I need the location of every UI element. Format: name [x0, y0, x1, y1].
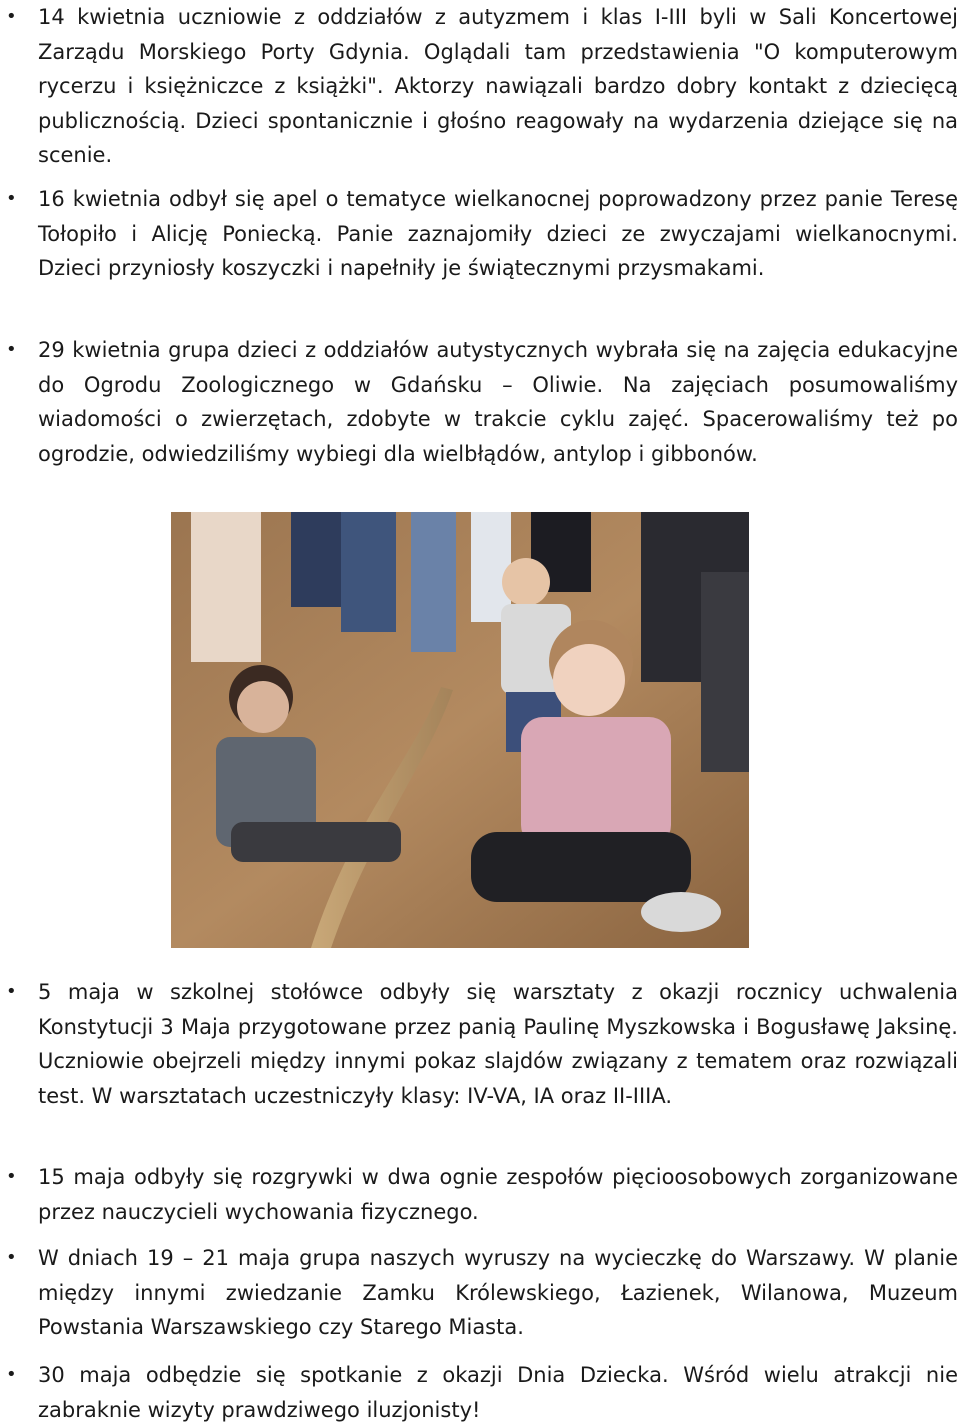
paragraph-text: 15 maja odbyły się rozgrywki w dwa ognie zespołów pięcioosobowych zorganizowane przez nauczycieli wychowania fizycznego. — [38, 1165, 958, 1224]
event-photo — [171, 512, 749, 948]
bullet: • — [6, 1364, 17, 1385]
bullet: • — [6, 188, 17, 209]
paragraph-text: 16 kwietnia odbył się apel o tematyce wielkanocnej poprowadzony przez panie Teresę Tołopiło i Alicję Poniecką. Panie zaznajomiły dzieci ze zwyczajami wielkanocnymi. Dzieci przyniosły koszyczki i napełniły je świątecznymi przysmakami. — [38, 187, 958, 280]
bullet: • — [6, 6, 17, 27]
paragraph-text: 29 kwietnia grupa dzieci z oddziałów autystycznych wybrała się na zajęcia edukacyjne do Ogrodu Zoologicznego w Gdańsku – Oliwie. Na zajęciach posumowaliśmy wiadomości o zwierzętach, zdobyte w trakcie cyklu zajęć. Spacerowaliśmy też po ogrodzie, odwiedziliśmy wybiegi dla wielbłądów, antylop i gibbonów. — [38, 338, 958, 466]
paragraph-text: 30 maja odbędzie się spotkanie z okazji Dnia Dziecka. Wśród wielu atrakcji nie zabraknie wizyty prawdziwego iluzjonisty! — [38, 1363, 958, 1422]
bullet: • — [6, 1247, 17, 1268]
bullet: • — [6, 981, 17, 1002]
paragraph-text: 5 maja w szkolnej stołówce odbyły się warsztaty z okazji rocznicy uchwalenia Konstytucji 3 Maja przygotowane przez panią Paulinę Myszkowska i Bogusławę Jaksinę. Uczniowie obejrzeli między innymi pokaz slajdów związany z tematem oraz rozwiązali test. W warsztatach uczestniczyły klasy: IV-VA, IA oraz II-IIIA. — [38, 980, 958, 1108]
paragraph-text: 14 kwietnia uczniowie z oddziałów z autyzmem i klas I-III byli w Sali Koncertowej Zarządu Morskiego Porty Gdynia. Oglądali tam przedstawienia "O komputerowym rycerzu i księżniczce z książki". Aktorzy nawiązali bardzo dobry kontakt z dziecięcą publicznością. Dzieci spontanicznie i głośno reagowały na wydarzenia dziejące się na scenie. — [38, 5, 958, 167]
paragraph-text: W dniach 19 – 21 maja grupa naszych wyruszy na wycieczkę do Warszawy. W planie między innymi zwiedzanie Zamku Królewskiego, Łazienek, Wilanowa, Muzeum Powstania Warszawskiego czy Starego Miasta. — [38, 1246, 958, 1339]
bullet: • — [6, 1166, 17, 1187]
bullet: • — [6, 339, 17, 360]
